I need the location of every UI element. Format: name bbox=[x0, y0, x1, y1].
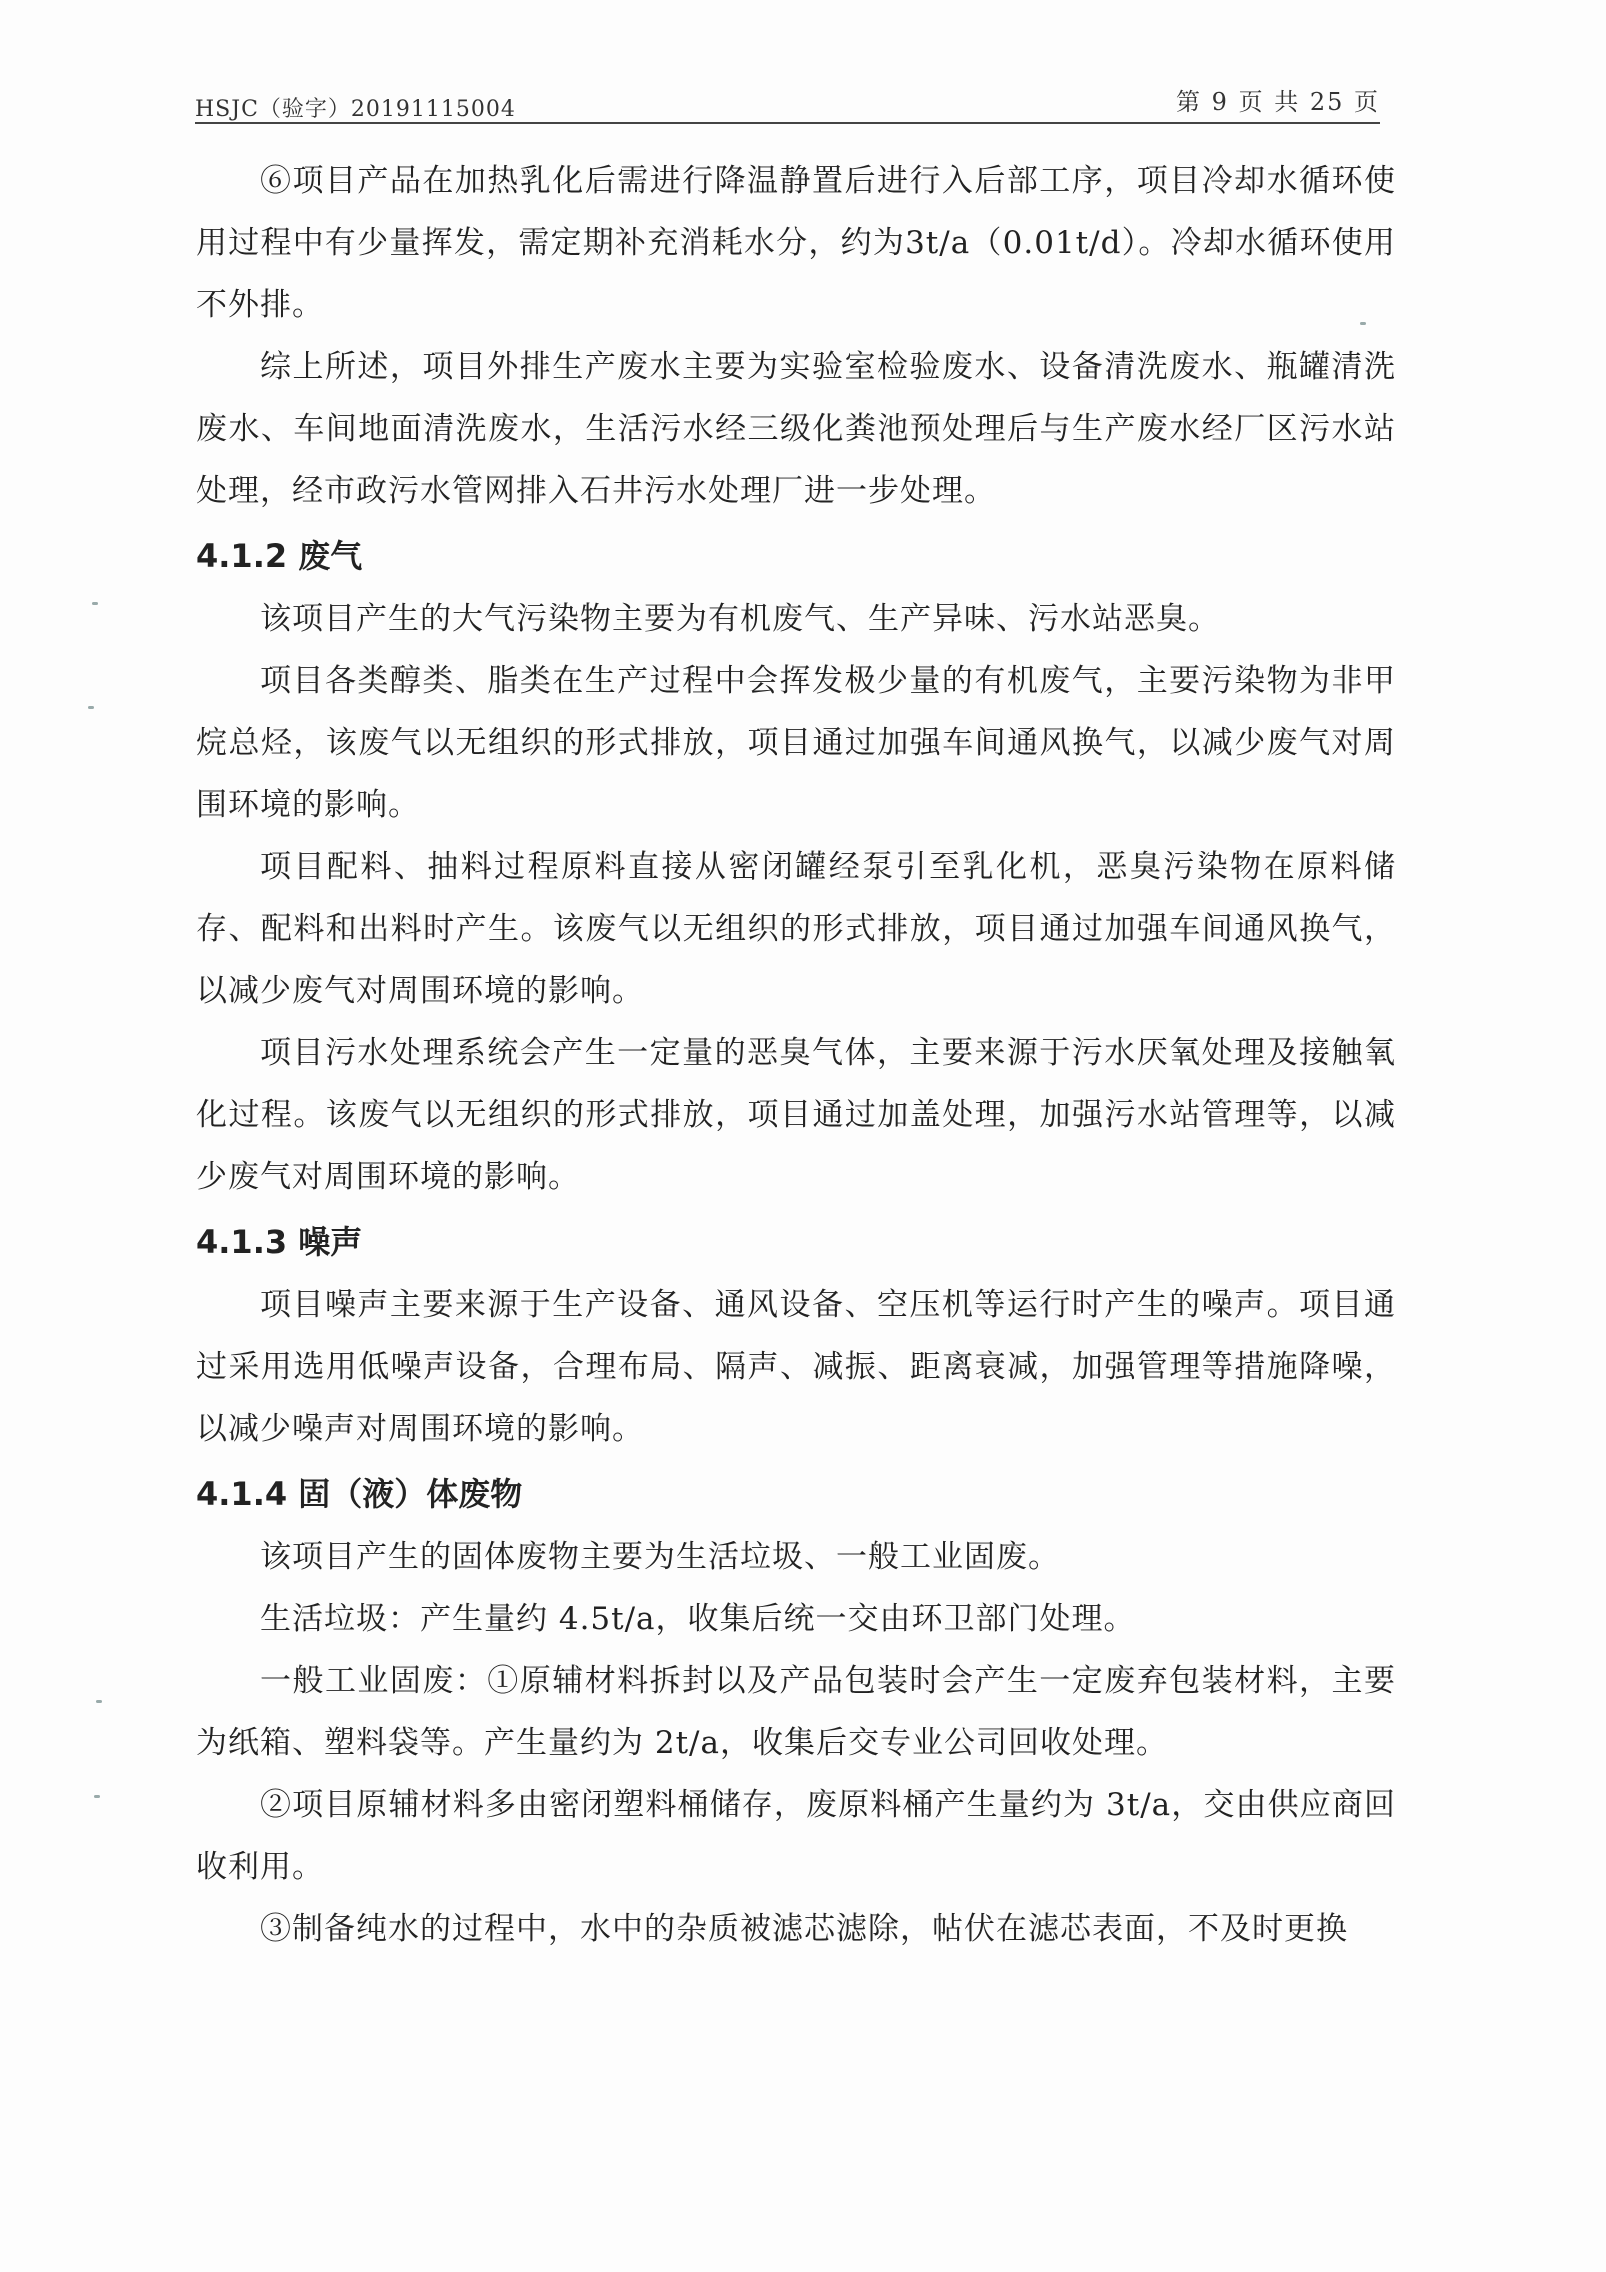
report-number: HSJC（验字）20191115004 bbox=[195, 97, 516, 122]
paragraph-odor-batching: 项目配料、抽料过程原料直接从密闭罐经泵引至乳化机，恶臭污染物在原料储存、配料和出料时产生。该废气以无组织的形式排放，项目通过加强车间通风换气，以减少废气对周围环境的影响。 bbox=[196, 849, 1396, 1009]
paragraph-cooling-water: ⑥项目产品在加热乳化后需进行降温静置后进行入后部工序，项目冷却水循环使用过程中有少量挥发，需定期补充消耗水分，约为3t/a（0.01t/d）。冷却水循环使用不外排。 bbox=[196, 163, 1396, 323]
section-heading-solid-waste: 4.1.4 固（液）体废物 bbox=[196, 1475, 523, 1513]
page-header bbox=[195, 78, 1380, 124]
paragraph-organic-gas: 项目各类醇类、脂类在生产过程中会挥发极少量的有机废气，主要污染物为非甲烷总烃，该废气以无组织的形式排放，项目通过加强车间通风换气，以减少废气对周围环境的影响。 bbox=[196, 663, 1396, 823]
scan-speck bbox=[96, 1700, 102, 1703]
scan-speck bbox=[94, 1795, 100, 1798]
paragraph-air-pollutants: 该项目产生的大气污染物主要为有机废气、生产异味、污水站恶臭。 bbox=[260, 601, 1220, 637]
paragraph-odor-sewage: 项目污水处理系统会产生一定量的恶臭气体，主要来源于污水厌氧处理及接触氧化过程。该废气以无组织的形式排放，项目通过加盖处理，加强污水站管理等，以减少废气对周围环境的影响。 bbox=[196, 1035, 1396, 1195]
page-number: 第 9 页 共 25 页 bbox=[1176, 88, 1380, 116]
scan-speck bbox=[88, 706, 94, 709]
scan-speck bbox=[1360, 322, 1366, 325]
paragraph-industrial-waste-3: ③制备纯水的过程中，水中的杂质被滤芯滤除，帖伏在滤芯表面，不及时更换 bbox=[260, 1911, 1348, 1947]
scan-speck bbox=[92, 602, 98, 605]
paragraph-wastewater-summary: 综上所述，项目外排生产废水主要为实验室检验废水、设备清洗废水、瓶罐清洗废水、车间地面清洗废水，生活污水经三级化粪池预处理后与生产废水经厂区污水站处理，经市政污水管网排入石井污水处理厂进一步处理。 bbox=[196, 349, 1396, 509]
paragraph-domestic-garbage: 生活垃圾：产生量约 4.5t/a，收集后统一交由环卫部门处理。 bbox=[260, 1601, 1136, 1637]
section-heading-waste-gas: 4.1.2 废气 bbox=[196, 537, 363, 575]
section-heading-noise: 4.1.3 噪声 bbox=[196, 1223, 363, 1261]
paragraph-industrial-waste-1: 一般工业固废：①原辅材料拆封以及产品包装时会产生一定废弃包装材料，主要为纸箱、塑料袋等。产生量约为 2t/a，收集后交专业公司回收处理。 bbox=[196, 1663, 1396, 1761]
paragraph-solid-waste-intro: 该项目产生的固体废物主要为生活垃圾、一般工业固废。 bbox=[260, 1539, 1060, 1575]
document-body bbox=[196, 150, 1396, 1960]
paragraph-noise: 项目噪声主要来源于生产设备、通风设备、空压机等运行时产生的噪声。项目通过采用选用低噪声设备，合理布局、隔声、减振、距离衰减，加强管理等措施降噪，以减少噪声对周围环境的影响。 bbox=[196, 1287, 1396, 1447]
paragraph-industrial-waste-2: ②项目原辅材料多由密闭塑料桶储存，废原料桶产生量约为 3t/a，交由供应商回收利用。 bbox=[196, 1787, 1396, 1885]
